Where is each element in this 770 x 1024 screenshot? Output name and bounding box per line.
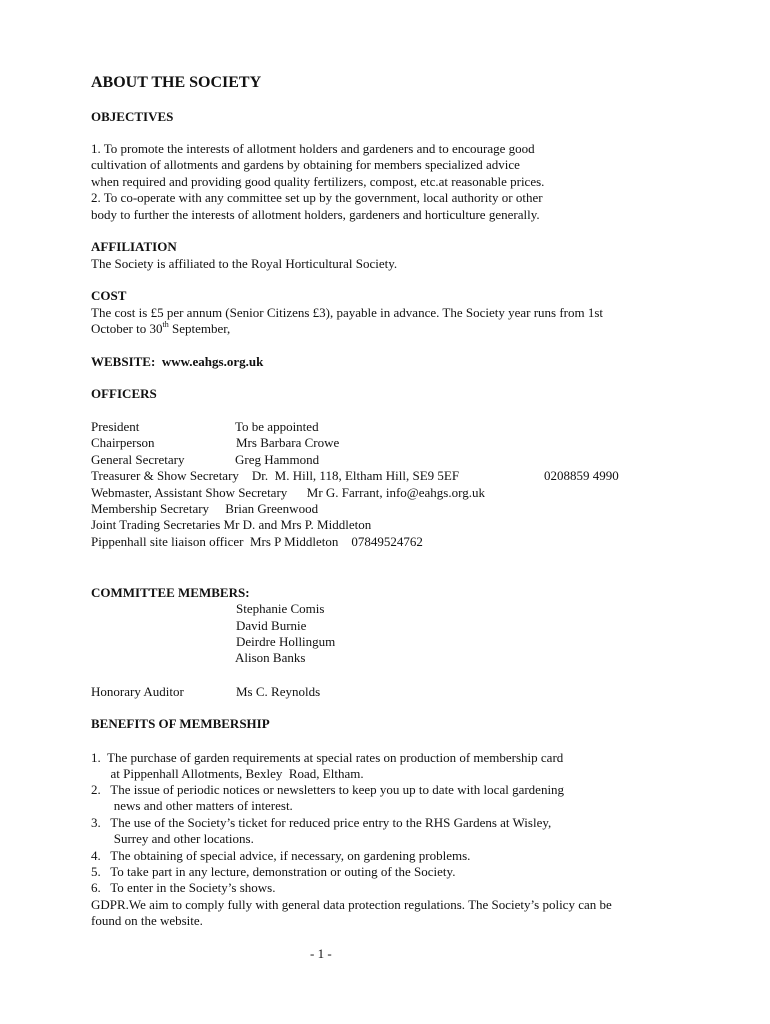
benefits-line: 1. The purchase of garden requirements at special rates on production of membership card (91, 750, 564, 765)
benefits-line: news and other matters of interest. (91, 798, 293, 813)
officer-membership: Membership Secretary Brian Greenwood (91, 501, 319, 516)
website-label: WEBSITE: (91, 354, 156, 369)
page-title: ABOUT THE SOCIETY (91, 74, 262, 91)
objectives-heading: OBJECTIVES (91, 109, 174, 124)
officer-treasurer-phone: 0208859 4990 (544, 468, 619, 483)
page-number: - 1 - (310, 946, 332, 961)
officer-chair-name: Mrs Barbara Crowe (236, 435, 340, 450)
cost-text-line1: The cost is £5 per annum (Senior Citizens £3), payable in advance. The Society year runs from 1st (91, 305, 604, 320)
officer-gensec-role: General Secretary (91, 452, 185, 467)
objectives-line: 2. To co-operate with any committee set up by the government, local authority or other (91, 190, 543, 205)
affiliation-text: The Society is affiliated to the Royal Horticultural Society. (91, 256, 398, 271)
officer-webmaster: Webmaster, Assistant Show Secretary Mr G. Farrant, info@eahgs.org.uk (91, 485, 485, 500)
officer-president-name: To be appointed (235, 419, 319, 434)
cost-text-date: October to 30 (91, 321, 163, 336)
officer-treasurer: Treasurer & Show Secretary Dr. M. Hill, 118, Eltham Hill, SE9 5EF (91, 468, 460, 483)
committee-member: Stephanie Comis (236, 601, 325, 616)
website-link[interactable]: www.eahgs.org.uk (161, 354, 264, 369)
officer-trading: Joint Trading Secretaries Mr D. and Mrs P. Middleton (91, 517, 372, 532)
officer-pippenhall: Pippenhall site liaison officer Mrs P Middleton 07849524762 (91, 534, 423, 549)
objectives-line: body to further the interests of allotment holders, gardeners and horticulture generally. (91, 207, 540, 222)
cost-text-month: September, (168, 321, 231, 336)
officer-chair-role: Chairperson (91, 435, 155, 450)
benefits-line: 6. To enter in the Society’s shows. (91, 880, 276, 895)
objectives-line: cultivation of allotments and gardens by obtaining for members specialized advice (91, 157, 520, 172)
benefits-line: 5. To take part in any lecture, demonstration or outing of the Society. (91, 864, 456, 879)
affiliation-heading: AFFILIATION (91, 239, 177, 254)
officer-president-role: President (91, 419, 140, 434)
benefits-heading: BENEFITS OF MEMBERSHIP (91, 716, 270, 731)
committee-member: Deirdre Hollingum (236, 634, 336, 649)
benefits-line: at Pippenhall Allotments, Bexley Road, Eltham. (91, 766, 364, 781)
website-line (91, 354, 263, 370)
objectives-line: when required and providing good quality fertilizers, compost, etc.at reasonable prices. (91, 174, 545, 189)
objectives-line: 1. To promote the interests of allotment holders and gardeners and to encourage good (91, 141, 535, 156)
auditor-role: Honorary Auditor (91, 684, 184, 699)
committee-heading: COMMITTEE MEMBERS: (91, 585, 250, 600)
benefits-line: 4. The obtaining of special advice, if necessary, on gardening problems. (91, 848, 471, 863)
committee-member: Alison Banks (235, 650, 306, 665)
cost-text-ordinal: th (162, 319, 169, 329)
auditor-name: Ms C. Reynolds (236, 684, 321, 699)
benefits-line: Surrey and other locations. (91, 831, 254, 846)
cost-heading: COST (91, 288, 127, 303)
officer-gensec-name: Greg Hammond (235, 452, 320, 467)
benefits-line: 2. The issue of periodic notices or newsletters to keep you up to date with local gardening (91, 782, 565, 797)
cost-text-line2 (91, 321, 230, 337)
committee-member: David Burnie (236, 618, 307, 633)
officers-heading: OFFICERS (91, 386, 157, 401)
benefits-line: 3. The use of the Society’s ticket for reduced price entry to the RHS Gardens at Wisley, (91, 815, 552, 830)
gdpr-line: found on the website. (91, 913, 203, 928)
gdpr-line: GDPR.We aim to comply fully with general data protection regulations. The Society’s policy can be (91, 897, 612, 912)
